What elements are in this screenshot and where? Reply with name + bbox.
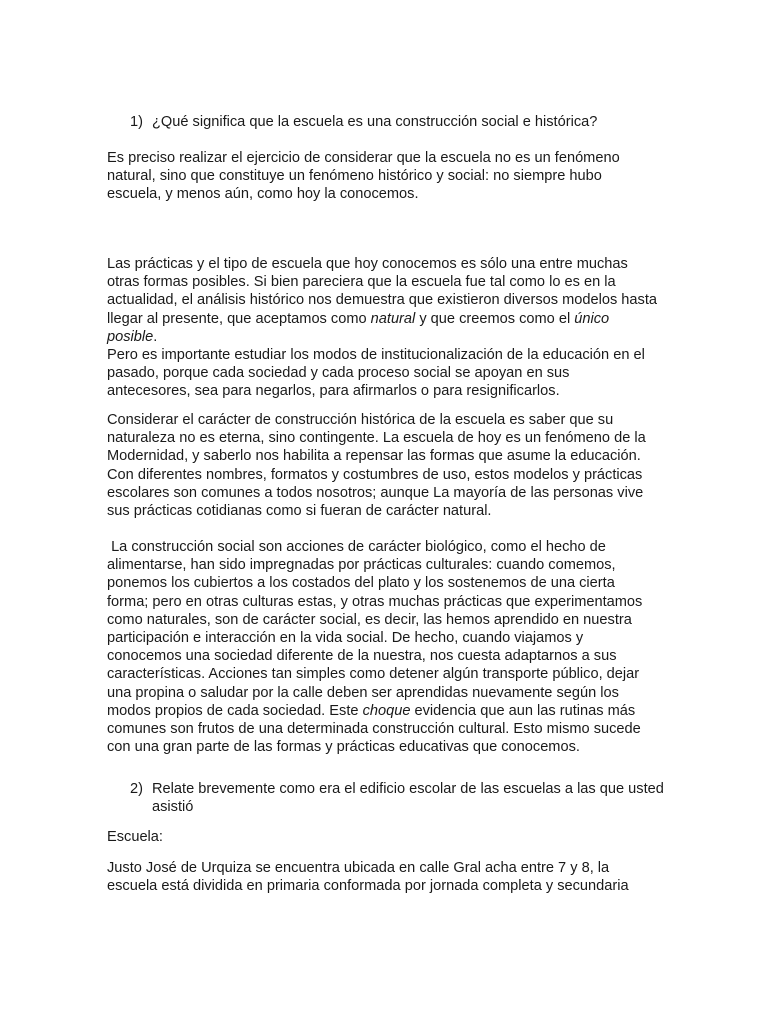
question-1-number: 1) <box>130 114 143 130</box>
question-2-number: 2) <box>130 781 143 797</box>
paragraph-2-italic-unico: único posible <box>107 310 610 345</box>
paragraph-4-body <box>107 538 657 756</box>
question-2-text: Relate brevemente como era el edificio escolar de las escuelas a las que usted asistió <box>152 781 664 816</box>
question-2 <box>130 780 690 816</box>
paragraph-5-text: Justo José de Urquiza se encuentra ubicada en calle Gral acha entre 7 y 8, la escuela está dividida en primaria conformada por jornada completa y secundaria <box>107 860 629 895</box>
paragraph-2-text-c: y que creemos como el <box>415 310 575 327</box>
paragraph-2-text-e: . <box>153 328 158 345</box>
paragraph-1 <box>107 149 657 204</box>
escuela-label-text: Escuela: <box>107 829 163 845</box>
paragraph-4-italic-choque: choque <box>362 702 411 719</box>
paragraph-2-first <box>107 255 657 346</box>
paragraph-2-second: Pero es importante estudiar los modos de institucionalización de la educación en el pasado, porque cada sociedad y cada proceso social se apoyan en sus antecesores, sea para negarlos, para afirmarlos o para resignificarlos. <box>107 347 645 400</box>
escuela-label <box>107 828 657 846</box>
question-1-text: ¿Qué significa que la escuela es una construcción social e histórica? <box>152 114 598 130</box>
paragraph-3 <box>107 411 657 520</box>
paragraph-2-italic-natural: natural <box>370 310 416 327</box>
paragraph-5 <box>107 859 657 895</box>
paragraph-4 <box>107 538 657 756</box>
question-1 <box>130 113 690 131</box>
paragraph-2-text-a: Las prácticas y el tipo de escuela que hoy conocemos es sólo una entre muchas otras formas posibles. Si bien pareciera que la escuela fue tal como lo es en la actualidad, el análisis histórico nos demuestra que existieron diversos modelos hasta llegar al presente, que aceptamos como <box>107 256 657 327</box>
paragraph-2 <box>107 255 657 401</box>
paragraph-3-text: Considerar el carácter de construcción histórica de la escuela es saber que su naturaleza no es eterna, sino contingente. La escuela de hoy es un fenómeno de la Modernidad, y saberlo nos habilita a repensar las formas que asume la educación. Con diferentes nombres, formatos y costumbres de uso, estos modelos y prácticas escolares son comunes a todos nosotros; aunque La mayoría de las personas vive sus prácticas cotidianas como si fueran de carácter natural. <box>107 412 646 520</box>
paragraph-4-text-c: evidencia que aun las rutinas más comunes son frutos de una determinada construcción cultural. Esto mismo sucede con una gran parte de las formas y prácticas educativas que conocemos. <box>107 702 641 756</box>
paragraph-1-text: Es preciso realizar el ejercicio de considerar que la escuela no es un fenómeno natural, sino que constituye un fenómeno histórico y social: no siempre hubo escuela, y menos aún, como hoy la conocemos. <box>107 150 620 203</box>
paragraph-4-text-a: La construcción social son acciones de carácter biológico, como el hecho de alimentarse, han sido impregnadas por prácticas culturales: cuando comemos, ponemos los cubiertos a los costados del plato y los sostenemos de una cierta forma; pero en otras culturas estas, y otras muchas prácticas que experimentamos como naturales, son de carácter social, es decir, las hemos aprendido en nuestra participación e interacción en la vida social. De hecho, cuando viajamos y conocemos una sociedad diferente de la nuestra, nos cuesta adaptarnos a sus características. Acciones tan simples como detener algún transporte público, dejar una propina o saludar por la calle deben ser aprendidas nuevamente según los modos propios de cada sociedad. Este <box>107 539 647 719</box>
